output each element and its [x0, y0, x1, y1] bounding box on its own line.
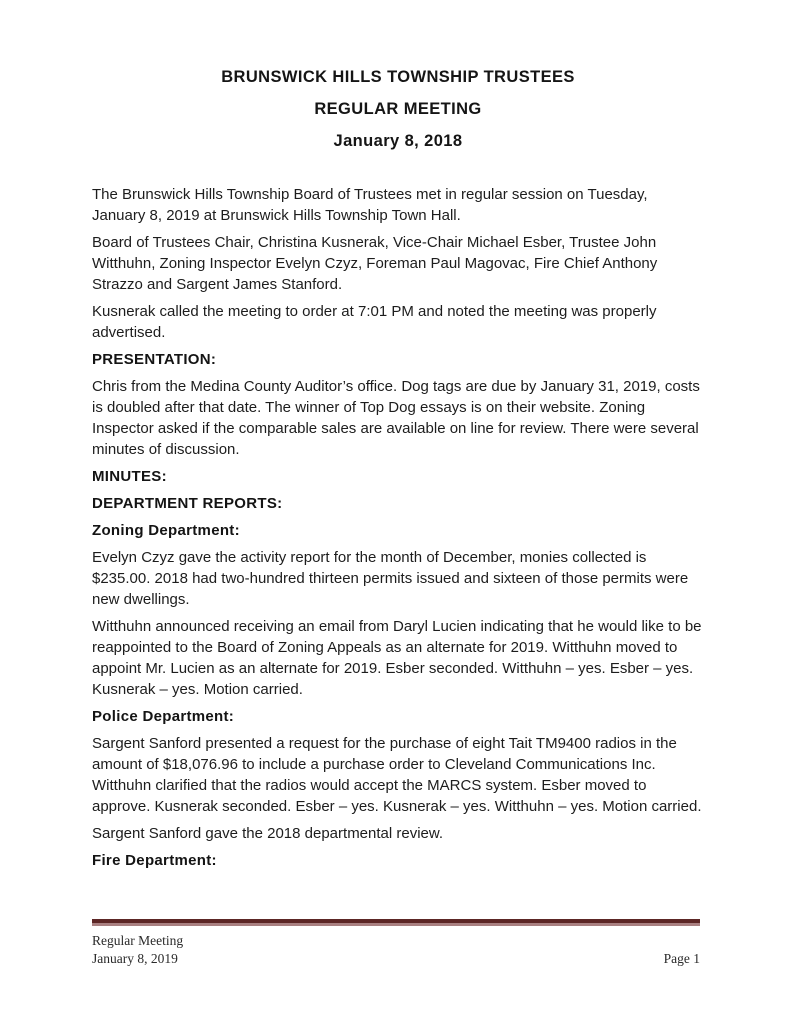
page-footer [92, 919, 700, 968]
paragraph-police-radios: Sargent Sanford presented a request for the purchase of eight Tait TM9400 radios in the amount of $18,076.96 to include a purchase order to Cleveland Communications Inc. Witthuhn clarified that the radios would accept the MARCS system. Esber moved to approve. Kusnerak seconded. Esber – yes. Kusnerak – yes. Witthuhn – yes. Motion carried. [92, 735, 702, 815]
section-heading-fire-department: Fire Department: [92, 852, 217, 869]
paragraph-call-to-order: Kusnerak called the meeting to order at 7:01 PM and noted the meeting was properly advertised. [92, 303, 657, 341]
section-heading-department-reports: DEPARTMENT REPORTS: [92, 495, 283, 512]
document-title-meeting-type: REGULAR MEETING [314, 100, 482, 118]
footer-rule [92, 919, 700, 926]
footer-meeting-type: Regular Meeting [92, 933, 184, 948]
paragraph-zoning-appeals: Witthuhn announced receiving an email from Daryl Lucien indicating that he would like to be reappointed to the Board of Zoning Appeals as an alternate for 2019. Witthuhn moved to appoint Mr. Lucien as an alternate for 2019. Esber seconded. Witthuhn – yes. Esber – yes. Kusnerak – yes. Motion carried. [92, 618, 702, 698]
paragraph-presentation: Chris from the Medina County Auditor’s office. Dog tags are due by January 31, 2019, costs is doubled after that date. The winner of Top Dog essays is on their website. Zoning Inspector asked if the comparable sales are available on line for review. There were several minutes of discussion. [92, 378, 700, 458]
paragraph-police-review: Sargent Sanford gave the 2018 departmental review. [92, 825, 444, 842]
section-heading-presentation: PRESENTATION: [92, 351, 217, 368]
section-heading-zoning-department: Zoning Department: [92, 522, 240, 539]
section-heading-minutes: MINUTES: [92, 468, 167, 485]
document-title-org: BRUNSWICK HILLS TOWNSHIP TRUSTEES [221, 68, 575, 86]
footer-meeting-date: January 8, 2019 [92, 951, 178, 966]
paragraph-attendees: Board of Trustees Chair, Christina Kusnerak, Vice-Chair Michael Esber, Trustee John Witthuhn, Zoning Inspector Evelyn Czyz, Foreman Paul Magovac, Fire Chief Anthony Strazzo and Sargent James Stanford. [92, 234, 658, 293]
footer-meeting-info [92, 932, 183, 968]
section-heading-police-department: Police Department: [92, 708, 235, 725]
paragraph-session-intro: The Brunswick Hills Township Board of Trustees met in regular session on Tuesday, January 8, 2019 at Brunswick Hills Township Town Hall. [92, 186, 648, 224]
footer-page-number: Page 1 [663, 951, 700, 966]
footer-text-row [92, 932, 700, 968]
paragraph-zoning-activity: Evelyn Czyz gave the activity report for the month of December, monies collected is $235.00. 2018 had two-hundred thirteen permits issued and sixteen of those permits were new dwellings. [92, 549, 689, 608]
document-body [92, 0, 704, 877]
document-title-date: January 8, 2018 [333, 132, 463, 150]
